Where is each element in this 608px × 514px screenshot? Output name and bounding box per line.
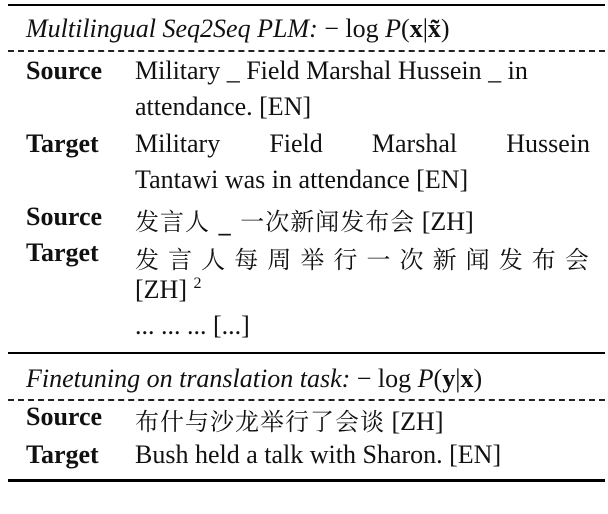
word: Hussein	[506, 129, 590, 158]
word: Field	[269, 129, 323, 158]
lang-tag: [ZH]	[135, 275, 187, 304]
row-label: Source	[26, 56, 103, 85]
cjk-char: 每	[234, 246, 260, 274]
cjk-text: 布什与沙龙举行了会谈	[135, 408, 385, 436]
row-text-justified	[135, 129, 590, 159]
row-label: Source	[26, 402, 103, 431]
cjk-char: 会	[564, 246, 590, 274]
row-label: Target	[26, 238, 99, 267]
section2-title	[26, 364, 482, 394]
cjk-char: 次	[399, 246, 425, 274]
row-text: Bush held a talk with Sharon. [EN]	[135, 440, 502, 469]
section1-divider	[8, 50, 605, 52]
row-label: Target	[26, 440, 99, 469]
row-label: Target	[26, 129, 99, 158]
row-text	[135, 402, 443, 437]
cjk-char: 发	[135, 246, 160, 274]
top-rule	[8, 4, 605, 6]
row-text	[135, 275, 201, 305]
section1-title-text: Multilingual Seq2Seq PLM:	[26, 14, 318, 43]
section2-divider	[8, 399, 605, 401]
cjk-char: 新	[432, 246, 458, 274]
cjk-char: 布	[531, 246, 557, 274]
section2-title-text: Finetuning on translation task:	[26, 364, 351, 393]
cjk-char: 一	[366, 246, 392, 274]
row-text: Tantawi was in attendance [EN]	[135, 165, 469, 194]
row-text-justified	[135, 240, 590, 275]
row-text: attendance. [EN]	[135, 92, 312, 121]
bottom-rule	[8, 479, 605, 482]
cjk-char: 发	[498, 246, 524, 274]
row-label: Source	[26, 202, 103, 231]
cjk-char: 周	[267, 246, 293, 274]
section1-formula: − log P(x|x̃)	[324, 14, 450, 43]
lang-tag: [ZH]	[391, 407, 444, 436]
cjk-char: 人	[201, 246, 227, 274]
footnote-marker: 2	[193, 275, 202, 292]
section1-title	[26, 14, 450, 44]
lang-tag: [ZH]	[421, 207, 474, 236]
word: Military	[135, 129, 221, 158]
cjk-char: 闻	[465, 246, 491, 274]
cjk-char: 举	[300, 246, 326, 274]
word: Marshal	[371, 129, 458, 158]
ellipsis: ... ... ... [...]	[135, 311, 250, 340]
row-text: Military _ Field Marshal Hussein _ in	[135, 56, 528, 85]
section2-formula: − log P(y|x)	[356, 364, 483, 393]
row-text	[135, 202, 474, 237]
section-rule	[8, 352, 605, 354]
cjk-char: 行	[333, 246, 359, 274]
cjk-char: 言	[168, 246, 194, 274]
cjk-text: 发言人 _ 一次新闻发布会	[135, 208, 416, 236]
